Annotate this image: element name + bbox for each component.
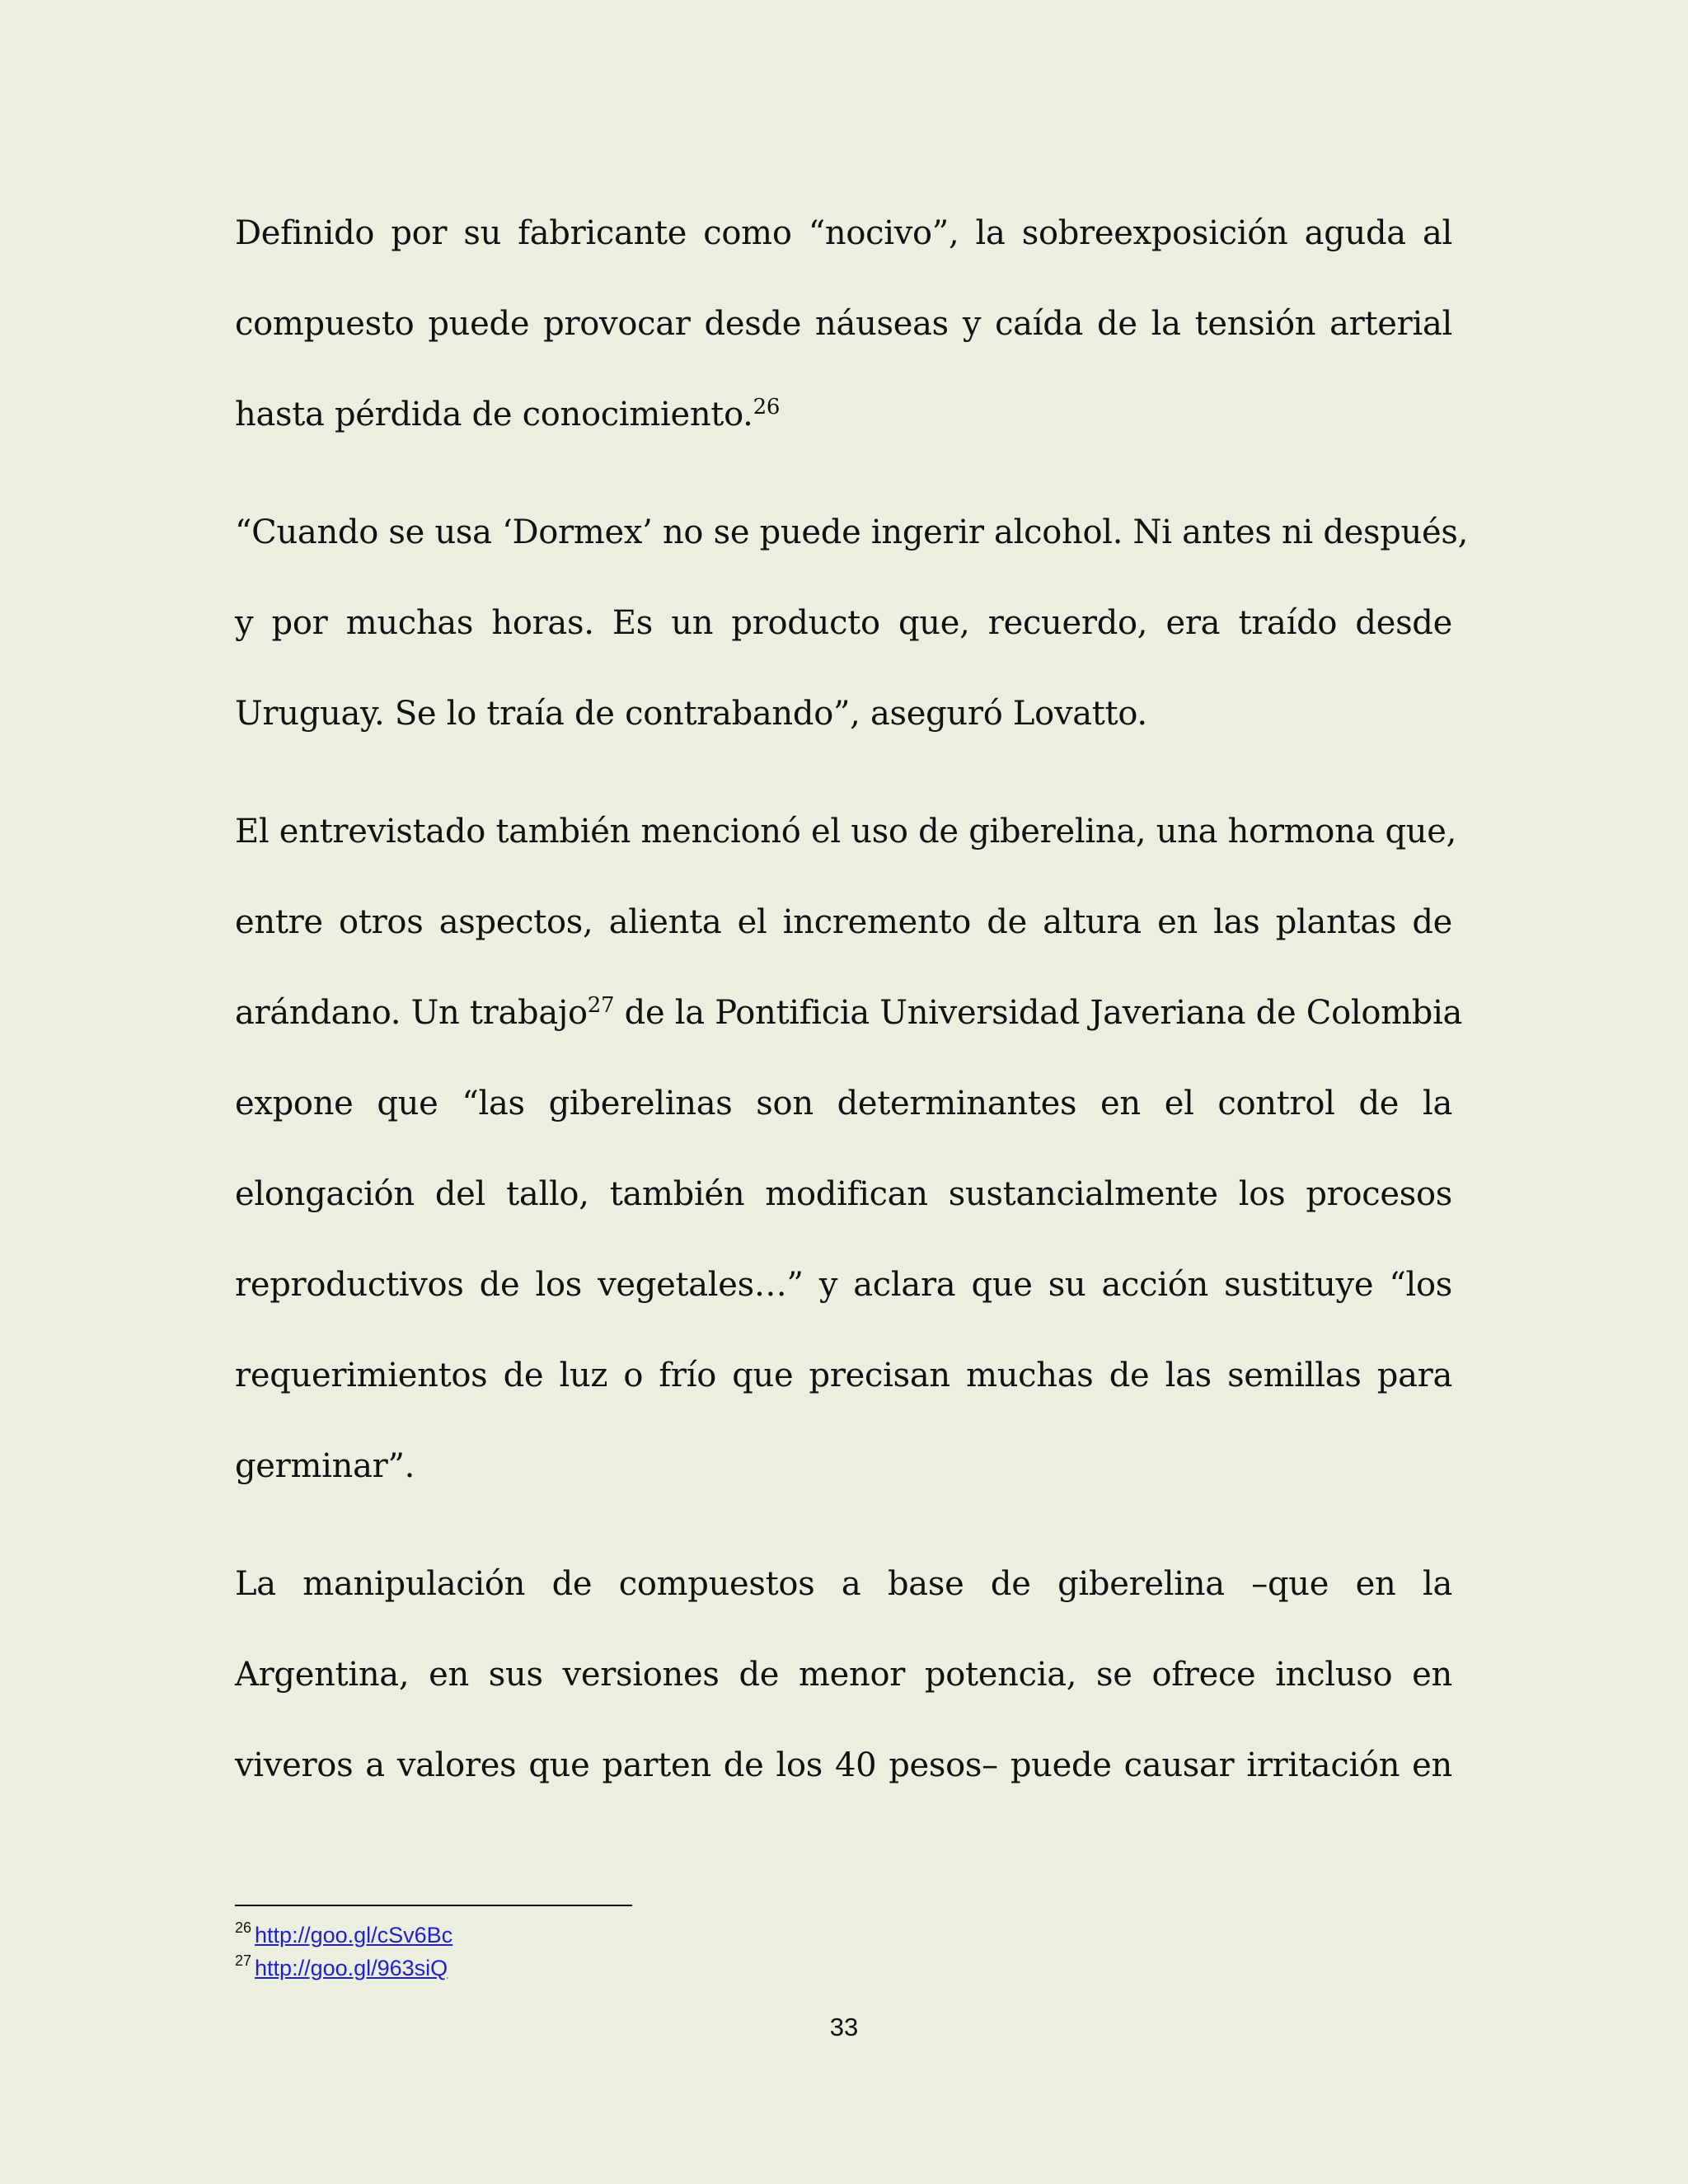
text-segment: hasta pérdida de conocimiento. <box>235 396 753 434</box>
text-segment: arándano. Un trabajo <box>235 994 588 1032</box>
text-line: La manipulación de compuestos a base de giberelina –que en la <box>235 1565 1452 1603</box>
body-text <box>235 188 1469 1838</box>
text-line: Argentina, en sus versiones de menor potencia, se ofrece incluso en <box>235 1656 1452 1694</box>
page-number: 33 <box>829 2013 859 2041</box>
text-line: compuesto puede provocar desde náuseas y caída de la tensión arterial <box>235 305 1452 343</box>
footnote-separator <box>235 1905 632 1906</box>
footnote-27 <box>235 1952 452 1985</box>
text-line: requerimientos de luz o frío que precisan muchas de las semillas para <box>235 1357 1452 1394</box>
text-line: entre otros aspectos, alienta el incremento de altura en las plantas de <box>235 903 1452 941</box>
text-line <box>235 369 1452 460</box>
text-line: reproductivos de los vegetales…” y aclara que su acción sustituye “los <box>235 1266 1452 1304</box>
text-line: Definido por su fabricante como “nocivo”, la sobreexposición aguda al <box>235 214 1452 252</box>
footnote-link-26[interactable]: http://goo.gl/cSv6Bc <box>255 1923 453 1947</box>
paragraph-2 <box>235 487 1469 759</box>
text-line: elongación del tallo, también modifican sustancialmente los procesos <box>235 1175 1452 1213</box>
paragraph-1 <box>235 188 1452 460</box>
text-line: viveros a valores que parten de los 40 pesos– puede causar irritación en <box>235 1746 1452 1784</box>
text-line: “Cuando se usa ‘Dormex’ no se puede ingerir alcohol. Ni antes ni después, <box>235 513 1469 551</box>
footnote-reference-26[interactable]: 26 <box>753 395 781 419</box>
paragraph-4 <box>235 1539 1452 1811</box>
footnote-reference-27[interactable]: 27 <box>587 993 615 1018</box>
footnote-26 <box>235 1919 452 1952</box>
text-line: El entrevistado también mencionó el uso de giberelina, una hormona que, <box>235 813 1457 851</box>
text-line: y por muchas horas. Es un producto que, recuerdo, era traído desde <box>235 604 1452 642</box>
text-line <box>235 968 1463 1058</box>
footnote-number: 26 <box>235 1919 252 1936</box>
footnote-link-27[interactable]: http://goo.gl/963siQ <box>255 1956 448 1980</box>
paragraph-3 <box>235 786 1463 1511</box>
text-line: expone que “las giberelinas son determinantes en el control de la <box>235 1085 1452 1122</box>
footnote-number: 27 <box>235 1952 252 1969</box>
text-line: Uruguay. Se lo traía de contrabando”, aseguró Lovatto. <box>235 695 1147 733</box>
text-segment: de la Pontificia Universidad Javeriana de Colombia <box>614 994 1463 1032</box>
text-line: germinar”. <box>235 1447 415 1485</box>
footnotes <box>235 1919 452 1985</box>
